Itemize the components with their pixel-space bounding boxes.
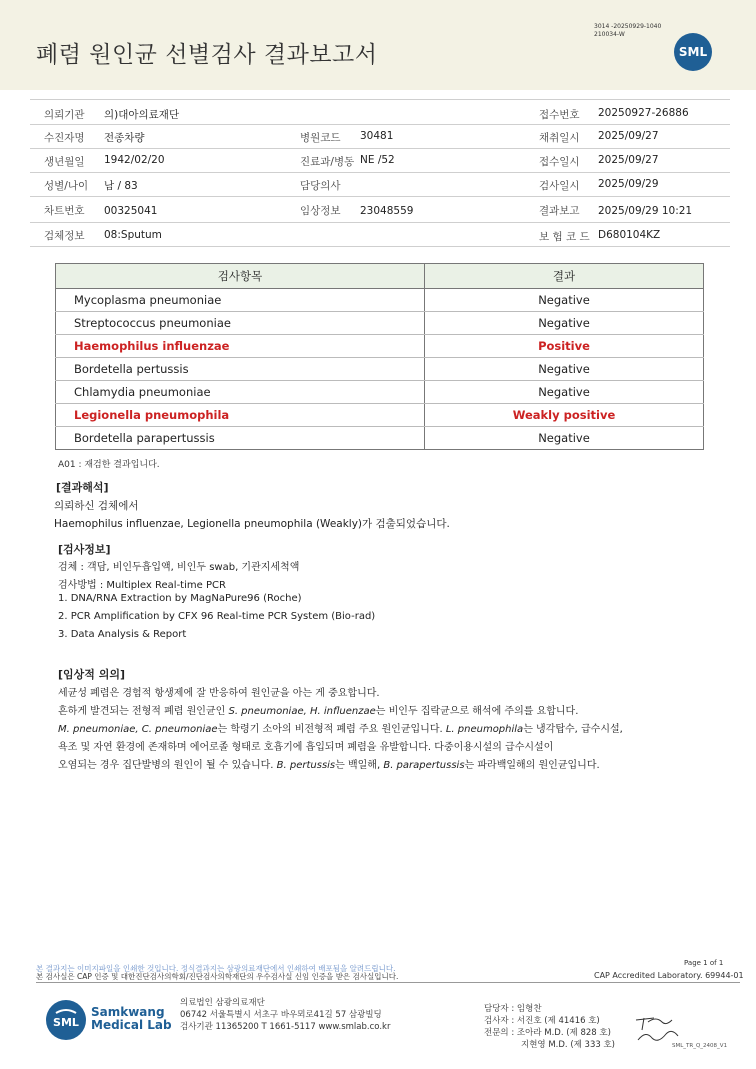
test-item: Bordetella parapertussis	[56, 427, 425, 450]
test-result: Negative	[425, 312, 704, 335]
info-rule	[30, 222, 730, 223]
staff-specialist: 전문의 : 조아라 M.D. (제 828 호)	[484, 1028, 611, 1038]
results-table	[55, 263, 704, 450]
column-header-result: 결과	[425, 264, 704, 289]
document-code-line2: 210034-W	[594, 31, 625, 38]
document-code	[594, 23, 661, 39]
table-row	[56, 381, 704, 404]
interpretation-line2: Haemophilus influenzae, Legionella pneumophila (Weakly)가 검출되었습니다.	[54, 518, 450, 530]
brand-line2: Medical Lab	[91, 1018, 172, 1032]
specimen-value: 08:Sputum	[104, 229, 162, 241]
staff-info	[484, 1003, 615, 1051]
test-info-line: 1. DNA/RNA Extraction by MagNaPure96 (Roche)	[58, 593, 302, 604]
insurance-code-label: 보 험 코 드	[539, 231, 590, 243]
column-header-item: 검사항목	[56, 264, 425, 289]
test-result: Negative	[425, 381, 704, 404]
birth-date-value: 1942/02/20	[104, 154, 165, 166]
form-code: SML_TR_Q_2408_V1	[672, 1043, 728, 1049]
test-item: Chlamydia pneumoniae	[56, 381, 425, 404]
test-item: Streptococcus pneumoniae	[56, 312, 425, 335]
insurance-code-value: D680104KZ	[598, 229, 661, 241]
table-row	[56, 312, 704, 335]
table-row	[56, 427, 704, 450]
cap-lab-number: CAP Accredited Laboratory. 69944-01	[594, 971, 744, 980]
test-result-positive: Positive	[425, 335, 704, 358]
staff-tester: 검사자 : 서진호 (제 41416 호)	[484, 1016, 600, 1026]
report-date-value: 2025/09/29 10:21	[598, 205, 693, 217]
info-rule	[30, 196, 730, 197]
sex-age-label: 성별/나이	[44, 180, 89, 192]
org-name: 의료법인 삼광의료재단	[180, 998, 265, 1008]
chart-no-label: 차트번호	[44, 205, 85, 217]
cap-certification-note: 본 검사실은 CAP 인증 및 대한진단검사의학회/진단검사의학재단의 우수검사실 신임 인증을 받은 검사실입니다.	[36, 972, 399, 981]
staff-manager: 담당자 : 임형찬	[484, 1004, 542, 1014]
clinical-line1: 세균성 폐렴은 경험적 항생제에 잘 반응하여 원인균을 아는 게 중요합니다.	[58, 688, 380, 699]
test-info-line: 2. PCR Amplification by CFX 96 Real-time PCR System (Bio-rad)	[58, 611, 376, 622]
document-code-line1: 3014 -20250929-1040	[594, 23, 662, 30]
info-bottom-rule	[30, 246, 730, 247]
table-row	[56, 335, 704, 358]
patient-name-value: 전종차량	[104, 132, 145, 144]
interpretation-line1: 의뢰하신 검체에서	[54, 500, 139, 512]
test-item: Mycoplasma pneumoniae	[56, 289, 425, 312]
test-item-positive: Haemophilus influenzae	[56, 335, 425, 358]
report-date-label: 결과보고	[539, 205, 580, 217]
info-rule	[30, 124, 730, 125]
chart-no-value: 00325041	[104, 205, 158, 217]
table-row	[56, 358, 704, 381]
results-header-row	[56, 264, 704, 289]
birth-date-label: 생년월일	[44, 156, 85, 168]
specimen-label: 검체정보	[44, 230, 85, 242]
test-result: Negative	[425, 289, 704, 312]
test-info-line: 3. Data Analysis & Report	[58, 629, 187, 640]
staff-specialist2: 지현영 M.D. (제 333 호)	[521, 1040, 616, 1050]
test-info-line: 검사방법 : Multiplex Real-time PCR	[58, 580, 226, 591]
print-warning: 본 결과지는 이미지파일을 인쇄한 것입니다. 정식결과지는 삼광의료재단에서 인쇄하여 배포됨을 알려드립니다.	[36, 964, 396, 973]
receipt-no-label: 접수번호	[539, 109, 580, 121]
table-row	[56, 404, 704, 427]
collection-date-label: 채취일시	[539, 132, 580, 144]
test-result-positive: Weakly positive	[425, 404, 704, 427]
hospital-code-label: 병원코드	[300, 132, 341, 144]
brand-line1: Samkwang	[91, 1005, 165, 1019]
test-item: Bordetella pertussis	[56, 358, 425, 381]
footer-rule	[36, 982, 740, 983]
receipt-date-value: 2025/09/27	[598, 154, 659, 166]
samkwang-logo-icon	[44, 998, 88, 1042]
test-date-label: 검사일시	[539, 180, 580, 192]
clinical-info-label: 임상정보	[300, 205, 341, 217]
test-date-value: 2025/09/29	[598, 178, 659, 190]
signature-icon	[632, 1010, 682, 1046]
doctor-label: 담당의사	[300, 180, 341, 192]
clinical-line2: 흔하게 발견되는 전형적 폐렴 원인균인 S. pneumoniae, H. influenzae는 비인두 집락균으로 해석에 주의를 요합니다.	[58, 706, 579, 717]
test-item-positive: Legionella pneumophila	[56, 404, 425, 427]
clinical-line5: 오염되는 경우 집단발병의 원인이 될 수 있습니다. B. pertussis는 백일해, B. parapertussis는 파라백일해의 원인균입니다.	[58, 760, 600, 771]
interpretation-title: [결과해석]	[56, 481, 109, 494]
clinical-significance-title: [임상적 의의]	[58, 668, 126, 681]
org-contact: 검사기관 11365200 T 1661-5117 www.smlab.co.kr	[180, 1022, 391, 1032]
svg-text:SML: SML	[53, 1016, 79, 1029]
org-info	[180, 997, 390, 1033]
brand-name	[91, 1006, 172, 1032]
dept-ward-label: 진료과/병동	[300, 156, 355, 168]
requesting-org-value: 의)대아의료재단	[104, 109, 180, 121]
sex-age-value: 남 / 83	[104, 180, 138, 192]
test-result: Negative	[425, 427, 704, 450]
hospital-code-value: 30481	[360, 130, 394, 142]
clinical-line3: M. pneumoniae, C. pneumoniae는 학령기 소아의 비전형적 폐렴 주요 원인균입니다. L. pneumophila는 냉각탑수, 급수시설,	[58, 724, 623, 735]
receipt-date-label: 접수일시	[539, 156, 580, 168]
test-info-line: 검체 : 객담, 비인두흡입액, 비인두 swab, 기관지세척액	[58, 562, 300, 573]
sml-logo-text: SML	[678, 45, 708, 59]
info-top-rule	[30, 99, 730, 100]
retest-note: A01 : 재검한 결과입니다.	[58, 460, 160, 470]
table-row	[56, 289, 704, 312]
clinical-line4: 욕조 및 자연 환경에 존재하며 에어로졸 형태로 호흡기에 흡입되며 폐렴을 유발합니다. 다중이용시설의 급수시설이	[58, 742, 554, 753]
clinical-info-value: 23048559	[360, 205, 414, 217]
test-info-title: [검사정보]	[58, 543, 111, 556]
collection-date-value: 2025/09/27	[598, 130, 659, 142]
org-address: 06742 서울특별시 서초구 바우뫼로41길 57 삼광빌딩	[180, 1010, 382, 1020]
requesting-org-label: 의뢰기관	[44, 109, 85, 121]
receipt-no-value: 20250927-26886	[598, 107, 689, 119]
dept-ward-value: NE /52	[360, 154, 395, 166]
info-rule	[30, 148, 730, 149]
test-result: Negative	[425, 358, 704, 381]
page-number: Page 1 of 1	[684, 959, 724, 967]
patient-name-label: 수진자명	[44, 132, 85, 144]
report-title: 폐렴 원인균 선별검사 결과보고서	[36, 42, 378, 68]
info-rule	[30, 172, 730, 173]
